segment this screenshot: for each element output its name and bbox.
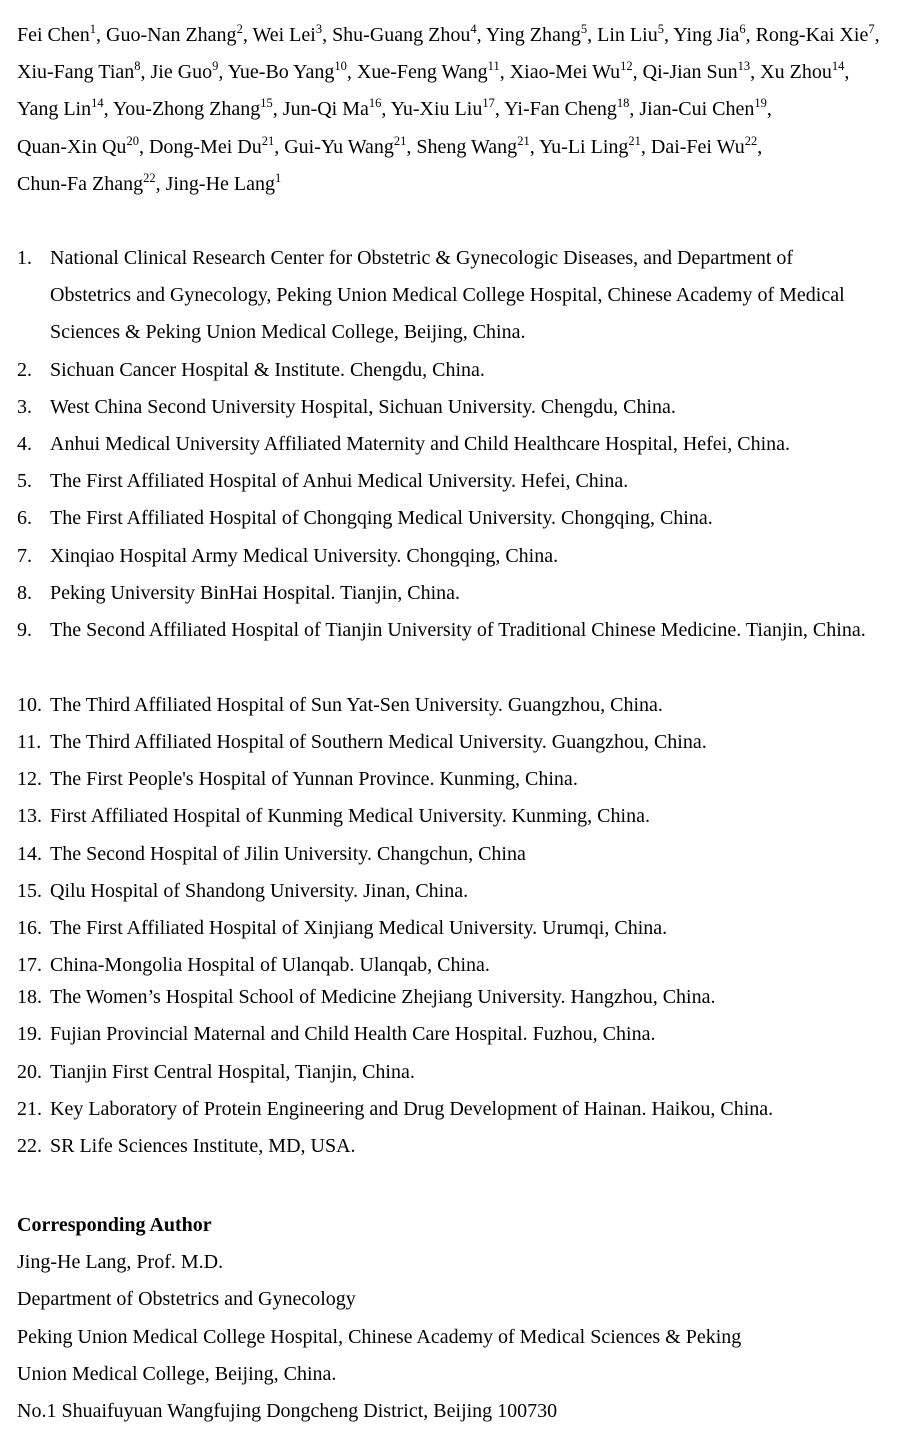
- affiliation-item: [17, 724, 887, 761]
- author-affiliation-marker: 14: [831, 59, 845, 74]
- author-name: Qi-Jian Sun: [642, 61, 738, 84]
- author-affiliation-marker: 12: [620, 59, 633, 74]
- affiliation-item: [17, 798, 887, 835]
- affiliation-text: The Second Affiliated Hospital of Tianjin University of Traditional Chinese Medicine. Tianjin, China.: [50, 619, 866, 641]
- author-name: Sheng Wang: [416, 135, 518, 158]
- author-entry: [283, 98, 382, 120]
- author-name: Dong-Mei Du: [148, 135, 262, 158]
- affiliation-number: 9.: [17, 619, 32, 641]
- author-affiliation-marker: 15: [260, 96, 273, 111]
- affiliation-text: The Third Affiliated Hospital of Sun Yat-Sen University. Guangzhou, China.: [50, 694, 663, 716]
- author-affiliation-marker: 9: [212, 59, 219, 74]
- affiliation-item: [17, 761, 887, 798]
- author-entry: [510, 61, 633, 83]
- affiliation-number: 1.: [17, 247, 32, 269]
- author-name: Jian-Cui Chen: [639, 98, 755, 121]
- affiliation-text: The First Affiliated Hospital of Xinjiang Medical University. Urumqi, China.: [50, 917, 668, 939]
- affiliation-text: Peking University BinHai Hospital. Tianjin, China.: [50, 582, 461, 604]
- affiliation-number: 8.: [17, 582, 32, 604]
- affiliation-number: 18.: [17, 986, 42, 1008]
- author-affiliation-marker: 19: [754, 96, 767, 111]
- author-affiliation-marker: 20: [126, 133, 139, 148]
- author-entry: [17, 170, 156, 195]
- affiliation-text: Key Laboratory of Protein Engineering and Drug Development of Hainan. Haikou, China.: [50, 1098, 774, 1120]
- author-entry: [650, 133, 758, 158]
- author-affiliation-marker: 18: [616, 96, 630, 111]
- author-entry: [106, 24, 243, 46]
- affiliation-text: Anhui Medical University Affiliated Maternity and Child Healthcare Hospital, Hefei, China.: [50, 433, 790, 455]
- affiliation-number: 17.: [17, 954, 42, 976]
- affiliation-number: 4.: [17, 433, 32, 455]
- corresponding-author-institution-line2: Union Medical College, Beijing, China.: [17, 1362, 337, 1385]
- author-entry: [357, 61, 500, 83]
- affiliation-number: 15.: [17, 880, 42, 902]
- affiliation-number: 3.: [17, 396, 32, 418]
- affiliation-item: [17, 500, 887, 537]
- corresponding-author-department: Department of Obstetrics and Gynecology: [17, 1288, 356, 1311]
- affiliation-text: Xinqiao Hospital Army Medical University. Chongqing, China.: [50, 545, 559, 567]
- author-name: Yue-Bo Yang: [227, 61, 335, 84]
- affiliation-text: The First Affiliated Hospital of Anhui Medical University. Hefei, China.: [50, 470, 629, 492]
- affiliation-text: Fujian Provincial Maternal and Child Health Care Hospital. Fuzhou, China.: [50, 1023, 656, 1045]
- affiliation-number: 12.: [17, 768, 42, 790]
- author-name: Yang Lin: [17, 98, 92, 121]
- affiliation-item: [17, 910, 887, 947]
- author-name: Fei Chen: [17, 24, 90, 46]
- affiliation-text: China-Mongolia Hospital of Ulanqab. Ulanqab, China.: [50, 954, 490, 976]
- author-affiliation-marker: 7: [868, 22, 875, 36]
- author-name: Jing-He Lang: [165, 172, 276, 195]
- affiliation-item: [17, 463, 887, 500]
- affiliation-number: 10.: [17, 694, 42, 716]
- author-affiliation-marker: 17: [482, 96, 495, 111]
- affiliation-text: The First People's Hospital of Yunnan Province. Kunming, China.: [50, 768, 578, 790]
- author-affiliation-marker: 13: [737, 59, 751, 74]
- author-name: Ying Zhang: [485, 24, 581, 46]
- author-entry: [391, 98, 495, 120]
- author-affiliation-marker: 1: [89, 22, 97, 36]
- author-name: Chun-Fa Zhang: [17, 172, 144, 195]
- affiliation-item: [17, 836, 887, 873]
- affiliation-item: [17, 1091, 887, 1128]
- affiliation-item: [17, 352, 887, 389]
- affiliation-number: 6.: [17, 507, 32, 529]
- author-name: Gui-Yu Wang: [284, 135, 394, 158]
- author-name: Dai-Fei Wu: [650, 135, 745, 158]
- author-entry: [165, 170, 282, 195]
- author-name: Ying Jia: [673, 24, 740, 46]
- author-entry: [17, 24, 96, 46]
- author-entry: [756, 24, 875, 46]
- author-affiliation-marker: 21: [261, 133, 275, 148]
- affiliation-number: 11.: [17, 731, 42, 753]
- author-entry: [148, 133, 275, 158]
- affiliation-text: West China Second University Hospital, Sichuan University. Chengdu, China.: [50, 396, 676, 418]
- affiliation-item: [17, 979, 887, 1016]
- author-entry: [486, 24, 587, 46]
- author-affiliation-marker: 10: [334, 59, 347, 74]
- affiliation-number: 21.: [17, 1098, 42, 1120]
- author-entry: [673, 24, 745, 46]
- author-affiliation-marker: 16: [368, 96, 382, 111]
- affiliation-number: 22.: [17, 1135, 42, 1157]
- affiliation-text: Qilu Hospital of Shandong University. Jinan, China.: [50, 880, 469, 902]
- author-name: Xu Zhou: [760, 61, 832, 84]
- author-affiliation-marker: 3: [315, 22, 323, 36]
- affiliation-number: 7.: [17, 545, 32, 567]
- author-entry: [332, 24, 477, 46]
- affiliation-text: First Affiliated Hospital of Kunming Medical University. Kunming, China.: [50, 805, 650, 827]
- author-name: Jun-Qi Ma: [282, 98, 369, 121]
- author-affiliation-marker: 11: [487, 59, 500, 74]
- author-name: Wei Lei: [252, 24, 316, 46]
- author-affiliation-marker: 5: [657, 22, 664, 36]
- author-affiliation-marker: 21: [517, 133, 530, 148]
- author-entry: [151, 61, 219, 83]
- author-name: Yi-Fan Cheng: [504, 98, 617, 121]
- affiliation-item: [17, 538, 887, 575]
- author-entry: [17, 98, 104, 120]
- author-affiliation-marker: 2: [236, 22, 243, 36]
- author-affiliation-marker: 21: [628, 133, 641, 148]
- affiliation-item: [17, 1054, 887, 1091]
- author-entry: [113, 98, 273, 120]
- author-name: You-Zhong Zhang: [112, 98, 261, 121]
- affiliation-number: 2.: [17, 359, 32, 381]
- author-affiliation-marker: 21: [393, 133, 407, 148]
- corresponding-author-heading: Corresponding Author: [17, 1214, 212, 1236]
- corresponding-author-address: No.1 Shuaifuyuan Wangfujing Dongcheng District, Beijing 100730: [17, 1400, 558, 1423]
- author-entry: [228, 61, 347, 83]
- author-entry: [416, 133, 530, 158]
- author-entry: [639, 98, 767, 120]
- author-name: Lin Liu: [597, 24, 658, 46]
- author-entry: [252, 24, 322, 46]
- affiliation-text: The Second Hospital of Jilin University. Changchun, China: [50, 843, 526, 865]
- author-entry: [284, 133, 407, 158]
- affiliation-text: The Women’s Hospital School of Medicine Zhejiang University. Hangzhou, China.: [50, 986, 716, 1008]
- affiliation-text: Tianjin First Central Hospital, Tianjin, China.: [50, 1061, 415, 1083]
- affiliation-text: The Third Affiliated Hospital of Southern Medical University. Guangzhou, China.: [50, 731, 707, 753]
- affiliation-number: 19.: [17, 1023, 42, 1045]
- author-name: Xue-Feng Wang: [356, 61, 488, 84]
- author-list: Fei Chen$^1$, Guo-Nan Zhang$^2$, Wei Lei$^3$, Shu-Guang Zhou$^4$, Ying Zhang$^5$, Lin Liu$^5$, Ying Jia$^6$, Rong-Kai Xie$^7$, Xiu-Fang Tian$^8$, Jie Guo$^9$, Yue-Bo Yang$^{10}$, Xue-Feng Wang$^{11}$, Xiao-Mei Wu$^{12}$, Qi-Jian Sun$^{13}$, Xu Zhou$^{14}$, Yang Lin$^{14}$, You-Zhong Zhang$^{15}$, Jun-Qi Ma$^{16}$, Yu-Xiu Liu$^{17}$, Yi-Fan Cheng$^{18}$, Jian-Cui Chen$^{19}$, Quan-Xin Qu$^{20}$, Dong-Mei Du$^{21}$, Gui-Yu Wang$^{21}$, Sheng Wang$^{21}$, Yu-Li Ling$^{21}$, Dai-Fei Wu$^{22}$, Chun-Fa Zhang$^{22}$, Jing-He Lang$^1$: [17, 22, 880, 195]
- author-entry: [17, 61, 141, 83]
- author-name: Guo-Nan Zhang: [106, 24, 237, 46]
- affiliation-number: 20.: [17, 1061, 42, 1083]
- affiliation-item: [17, 612, 877, 649]
- corresponding-author-institution-line1: Peking Union Medical College Hospital, Chinese Academy of Medical Sciences & Peking: [17, 1325, 742, 1348]
- author-entry: [643, 61, 751, 83]
- affiliation-item: [17, 687, 887, 724]
- author-name: Shu-Guang Zhou: [332, 24, 471, 46]
- author-affiliation-marker: 14: [91, 96, 104, 111]
- affiliation-text: Sichuan Cancer Hospital & Institute. Chengdu, China.: [50, 359, 485, 381]
- affiliation-number: 13.: [17, 805, 42, 827]
- author-affiliation-marker: 8: [134, 59, 141, 74]
- affiliation-item: [17, 240, 877, 352]
- affiliation-number: 14.: [17, 843, 42, 865]
- author-name: Rong-Kai Xie: [755, 24, 869, 46]
- affiliation-text: SR Life Sciences Institute, MD, USA.: [50, 1135, 356, 1157]
- author-name: Yu-Xiu Liu: [390, 98, 483, 121]
- author-affiliation-marker: 22: [744, 133, 758, 148]
- author-entry: [538, 133, 641, 158]
- affiliation-item: [17, 426, 887, 463]
- author-affiliation-marker: 4: [470, 22, 477, 36]
- author-name: Yu-Li Ling: [538, 135, 629, 158]
- author-name: Quan-Xin Qu: [17, 135, 127, 158]
- affiliation-item: [17, 1128, 887, 1165]
- author-name: Xiu-Fang Tian: [17, 61, 135, 84]
- author-affiliation-marker: 1: [275, 170, 282, 185]
- affiliation-number: 5.: [17, 470, 32, 492]
- corresponding-author-block: [17, 1207, 897, 1430]
- author-affiliation-marker: 5: [580, 22, 588, 36]
- affiliation-number: 16.: [17, 917, 42, 939]
- affiliation-text: The First Affiliated Hospital of Chongqing Medical University. Chongqing, China.: [50, 507, 713, 529]
- affiliation-item: [17, 575, 887, 612]
- author-affiliation-marker: 6: [739, 22, 746, 36]
- affiliation-item: [17, 389, 887, 426]
- author-entry: [17, 133, 139, 158]
- author-name: Xiao-Mei Wu: [509, 61, 621, 84]
- author-affiliation-marker: 22: [143, 170, 156, 185]
- author-entry: [760, 61, 844, 83]
- corresponding-author-name: Jing-He Lang, Prof. M.D.: [17, 1251, 224, 1274]
- author-entry: [597, 24, 664, 46]
- author-entry: [504, 98, 629, 120]
- author-name: Jie Guo: [150, 61, 213, 84]
- affiliation-item: [17, 1016, 887, 1053]
- affiliation-item: [17, 873, 887, 910]
- affiliation-text: National Clinical Research Center for Obstetric & Gynecologic Diseases, and Department of Obstetrics and Gynecology, Peking Union Medical College Hospital, Chinese Academy of Medical Sciences & Peking Union Medical College, Beijing, China.: [50, 247, 845, 344]
